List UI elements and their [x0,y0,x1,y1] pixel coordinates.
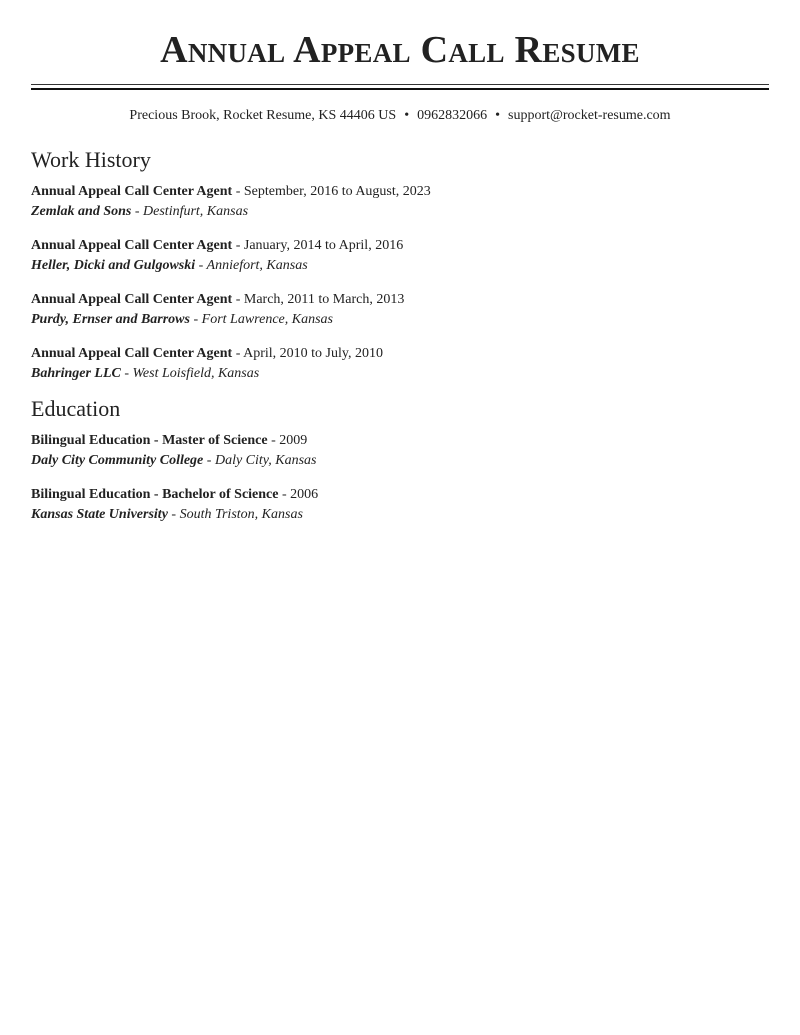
contact-phone: 0962832066 [417,108,488,123]
job-dates: April, 2010 to July, 2010 [243,346,383,361]
dash: - [232,292,244,307]
dash: - [195,258,207,273]
dash: - [232,346,244,361]
company-name: Zemlak and Sons [31,204,132,219]
company-location: Anniefort, Kansas [206,258,308,273]
dash: - [167,507,180,522]
degree: Bilingual Education - Master of Science [31,433,268,448]
work-entry [31,182,769,222]
company-location: Fort Lawrence, Kansas [201,312,333,327]
graduation-year: 2009 [279,433,308,448]
education-entry [31,485,769,525]
title-divider [31,84,769,90]
degree: Bilingual Education - Bachelor of Science [31,487,279,502]
work-history-heading: Work History [31,147,151,172]
dash: - [232,238,244,253]
company-name: Bahringer LLC [31,366,121,381]
school-name: Daly City Community College [31,453,204,468]
resume-title: Annual Appeal Call Resume [160,29,640,71]
contact-email: support@rocket-resume.com [508,108,671,123]
separator-dot: • [495,108,500,123]
job-dates: September, 2016 to August, 2023 [243,184,431,199]
dash: - [203,453,215,468]
dash: - [267,433,280,448]
work-history-list [31,182,769,384]
work-entry [31,236,769,276]
work-entry [31,344,769,384]
company-name: Heller, Dicki and Gulgowski [31,258,196,273]
separator-dot: • [404,108,410,123]
school-location: Daly City, Kansas [214,453,317,468]
job-title: Annual Appeal Call Center Agent [31,184,233,199]
dash: - [232,184,244,199]
company-location: Destinfurt, Kansas [143,204,249,219]
dash: - [278,487,291,502]
job-dates: March, 2011 to March, 2013 [243,292,405,307]
company-name: Purdy, Ernser and Barrows [31,312,190,327]
education-list [31,431,769,525]
job-title: Annual Appeal Call Center Agent [31,346,233,361]
job-title: Annual Appeal Call Center Agent [31,238,233,253]
work-entry [31,290,769,330]
dash: - [189,312,202,327]
company-location: West Loisfield, Kansas [132,366,260,381]
job-title: Annual Appeal Call Center Agent [31,292,233,307]
school-location: South Triston, Kansas [179,507,303,522]
graduation-year: 2006 [290,487,319,502]
dash: - [120,366,133,381]
education-heading: Education [31,396,121,421]
dash: - [131,204,144,219]
contact-info [31,107,769,125]
job-dates: January, 2014 to April, 2016 [243,238,404,253]
contact-address: Precious Brook, Rocket Resume, KS 44406 US [129,108,397,123]
school-name: Kansas State University [31,507,168,522]
education-entry [31,431,769,471]
